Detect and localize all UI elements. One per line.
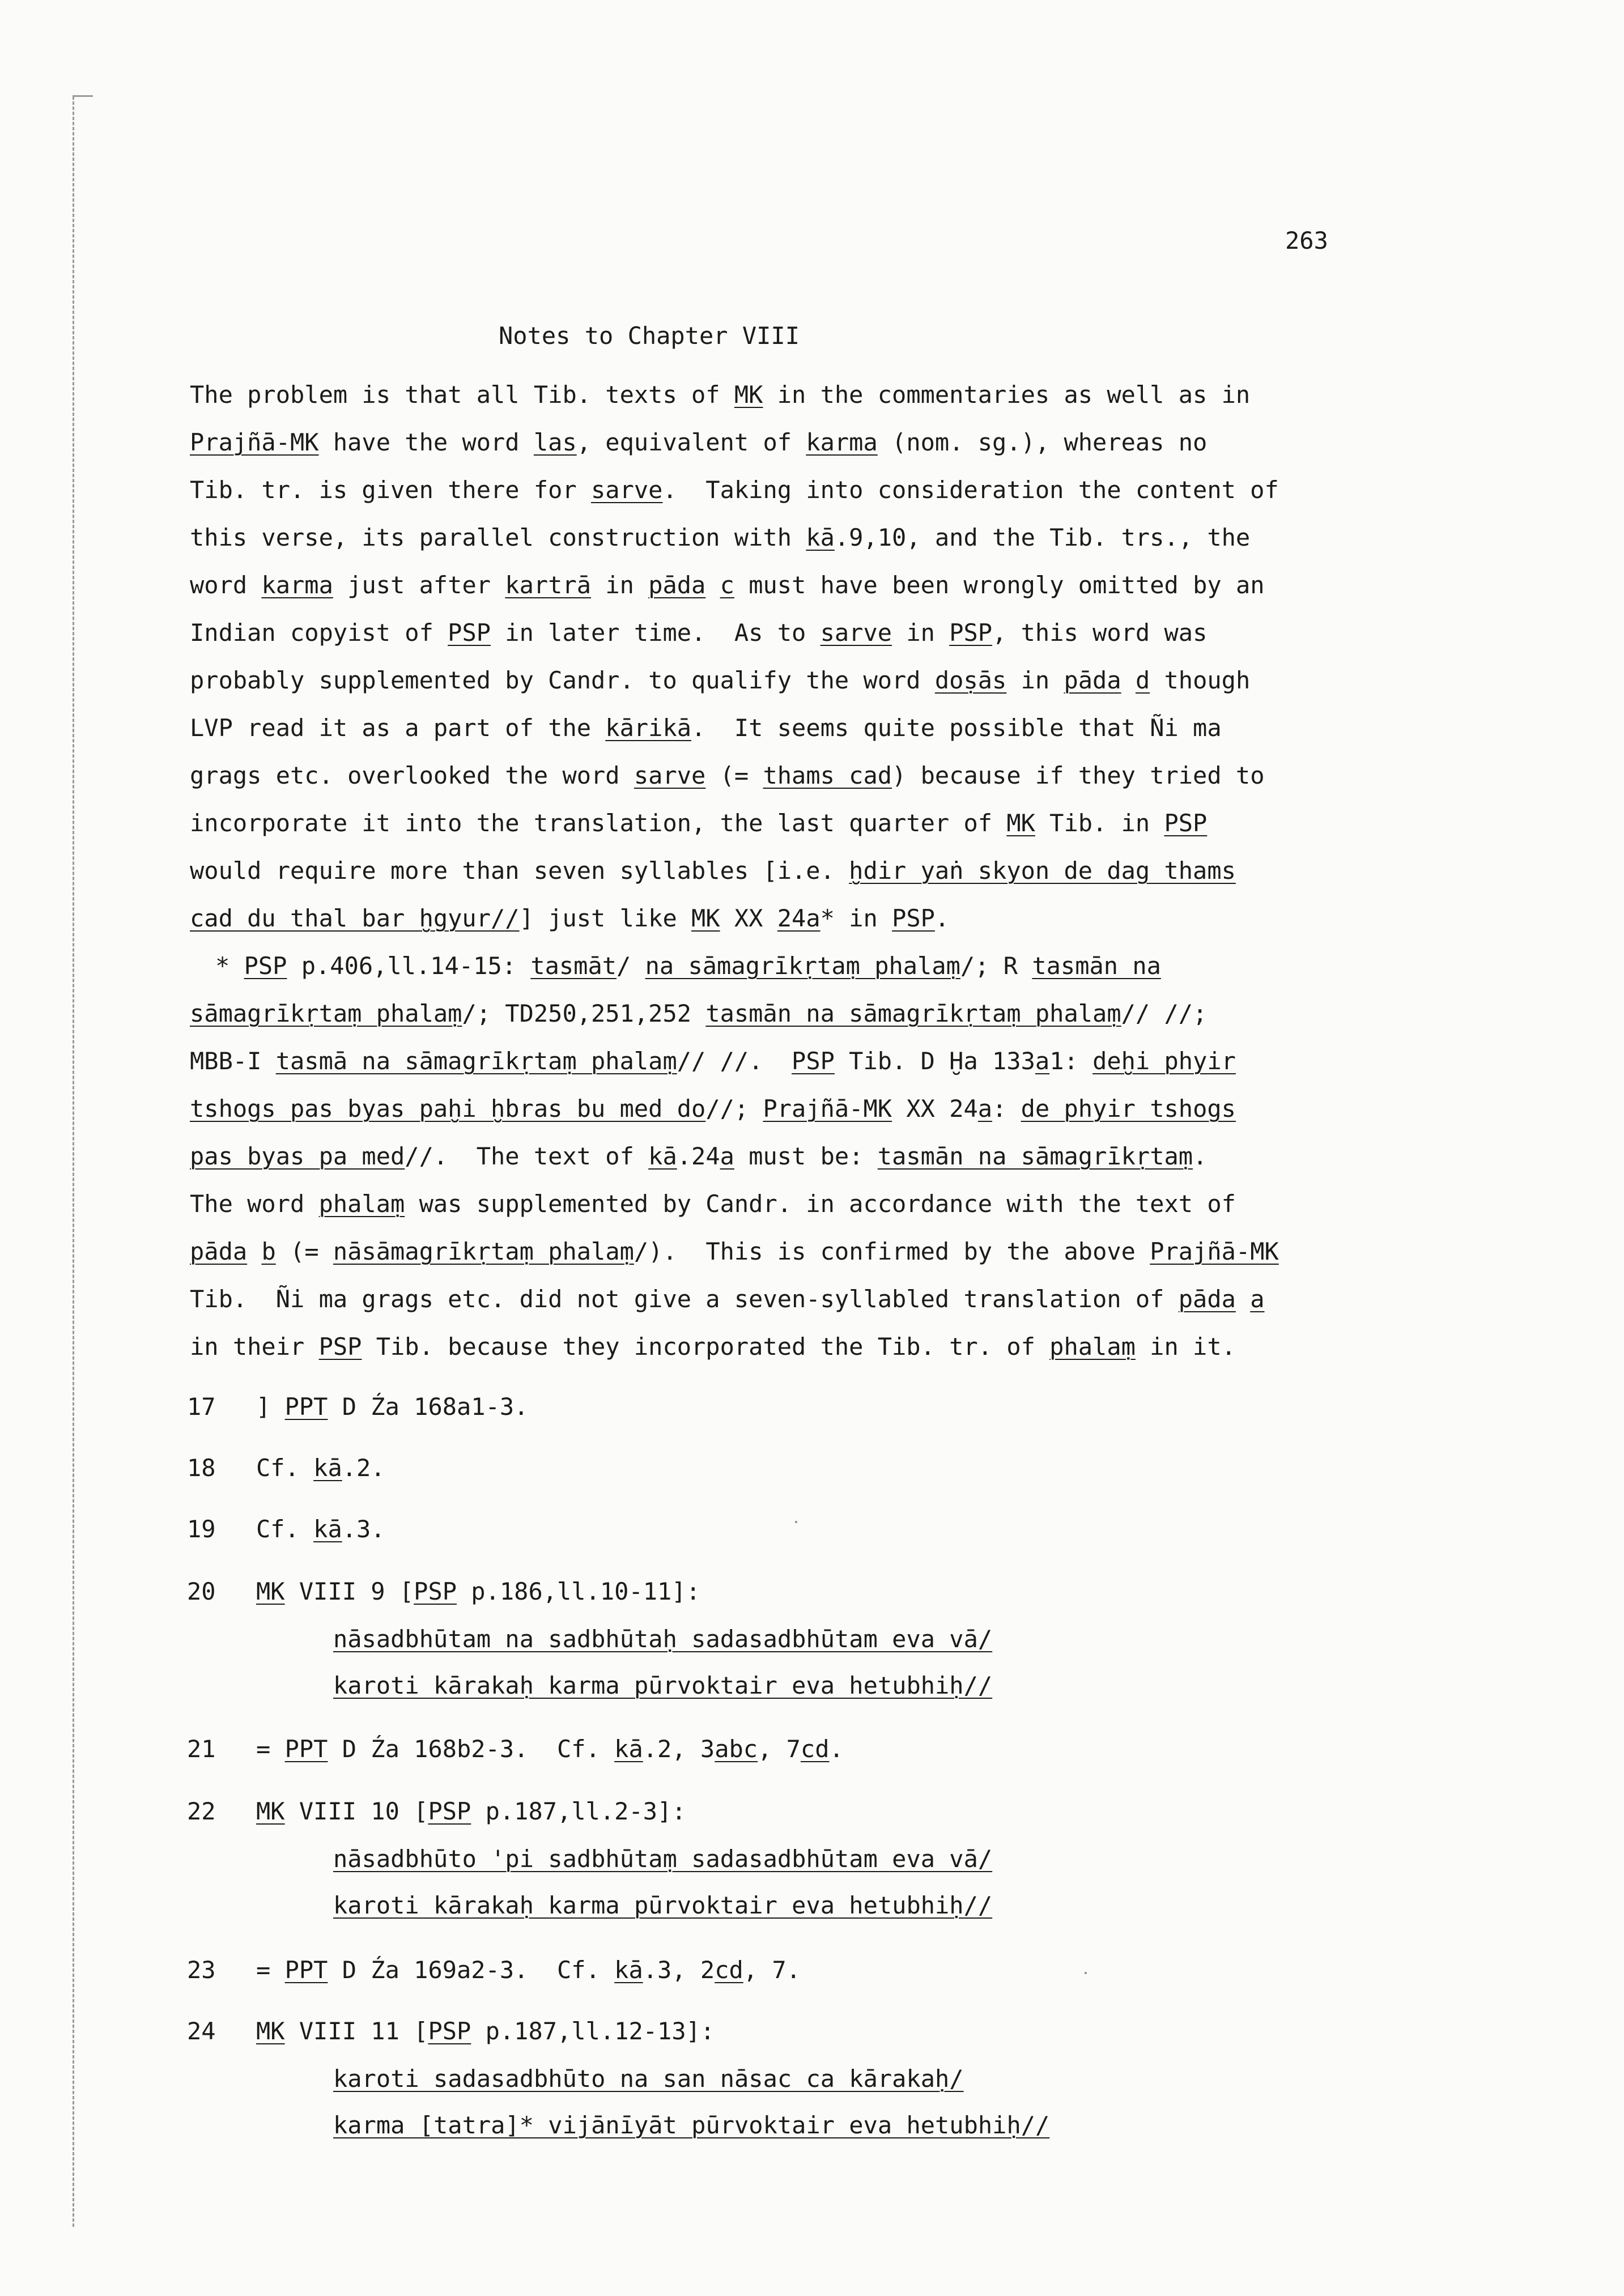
- paragraph-line: this verse, its parallel construction with kā.9,10, and the Tib. trs., the: [190, 524, 1251, 551]
- underlined-term: ḫdir yaṅ skyon de dag thams: [849, 857, 1236, 885]
- note-number: 23: [187, 1956, 216, 1984]
- underlined-term: PPT: [284, 1393, 328, 1421]
- underlined-term: nāsāmagrīkṛtaṃ phalaṃ: [333, 1238, 634, 1265]
- underlined-term: abc: [715, 1735, 758, 1763]
- underlined-term: PSP: [792, 1047, 835, 1075]
- underlined-term: karoti sadasadbhūto na san nāsac ca kārakaḥ/: [333, 2065, 964, 2093]
- underlined-term: tasmā na sāmagrīkṛtaṃ phalaṃ: [275, 1047, 677, 1075]
- underlined-term: tasmān na: [1032, 952, 1161, 980]
- underlined-term: pas byas pa med: [190, 1142, 405, 1170]
- underlined-term: phalaṃ: [1049, 1333, 1136, 1360]
- note-text: = PPT D Źa 168b2-3. Cf. kā.2, 3abc, 7cd.: [256, 1735, 844, 1763]
- underlined-term: karma [tatra]* vijānīyāt pūrvoktair eva hetubhiḥ//: [333, 2111, 1050, 2139]
- underlined-term: kā: [648, 1142, 677, 1170]
- underlined-term: doṣās: [934, 666, 1007, 694]
- note-text: MK VIII 11 [PSP p.187,ll.12-13]:: [256, 2017, 715, 2045]
- note-number: 22: [187, 1797, 216, 1825]
- underlined-term: phalaṃ: [318, 1190, 405, 1218]
- underlined-term: kārikā: [605, 714, 692, 742]
- paragraph-line: Indian copyist of PSP in later time. As to sarve in PSP, this word was: [190, 619, 1208, 647]
- underlined-term: pāda: [1178, 1285, 1236, 1313]
- note-text: ] PPT D Źa 168a1-3.: [256, 1393, 529, 1421]
- underlined-term: PSP: [892, 904, 935, 932]
- underlined-term: MK: [256, 1578, 285, 1605]
- underlined-term: PSP: [448, 619, 491, 647]
- paragraph-line: Prajñā-MK have the word las, equivalent of karma (nom. sg.), whereas no: [190, 428, 1208, 456]
- paragraph-line: probably supplemented by Candr. to qualify the word doṣās in pāda d though: [190, 666, 1251, 694]
- underlined-term: Prajñā-MK: [1150, 1238, 1279, 1265]
- underlined-term: sāmagrīkṛtaṃ phalaṃ: [190, 1000, 462, 1027]
- underlined-term: kā: [806, 524, 835, 551]
- underlined-term: a: [1035, 1047, 1050, 1075]
- underlined-term: de phyir tshogs: [1021, 1095, 1236, 1123]
- underlined-term: MK: [256, 2017, 285, 2045]
- scan-speck: [795, 1521, 797, 1523]
- note-text: MK VIII 9 [PSP p.186,ll.10-11]:: [256, 1578, 700, 1605]
- underlined-term: sarve: [591, 476, 663, 504]
- scan-speck: [1085, 1972, 1087, 1974]
- paragraph-line: * PSP p.406,ll.14-15: tasmāt/ na sāmagrīkṛtaṃ phalaṃ/; R tasmān na: [215, 952, 1161, 980]
- paragraph-line: would require more than seven syllables [i.e. ḫdir yaṅ skyon de dag thams: [190, 857, 1236, 885]
- note-verse-line: [333, 1847, 992, 1871]
- underlined-term: tasmān na sāmagrīkṛtaṃ phalaṃ: [705, 1000, 1121, 1027]
- underlined-term: kā: [614, 1956, 643, 1984]
- underlined-term: karoti kārakaḥ karma pūrvoktair eva hetubhiḥ//: [333, 1891, 993, 1919]
- underlined-term: deḫi phyir: [1092, 1047, 1236, 1075]
- underlined-term: PPT: [284, 1956, 328, 1984]
- underlined-term: MK: [734, 381, 763, 409]
- note-verse-line: [333, 1674, 992, 1698]
- page-number: 263: [1285, 227, 1328, 254]
- underlined-term: a: [977, 1095, 993, 1123]
- underlined-term: karoti kārakaḥ karma pūrvoktair eva hetubhiḥ//: [333, 1672, 993, 1699]
- underlined-term: b: [261, 1238, 276, 1265]
- paragraph-line: tshogs pas byas paḫi ḫbras bu med do//; Prajñā-MK XX 24a: de phyir tshogs: [190, 1095, 1236, 1123]
- underlined-term: sarve: [820, 619, 892, 647]
- underlined-term: kartrā: [505, 571, 592, 599]
- underlined-term: d: [1135, 666, 1150, 694]
- underlined-term: PSP: [318, 1333, 362, 1360]
- underlined-term: a: [1250, 1285, 1265, 1313]
- note-text: Cf. kā.2.: [256, 1454, 385, 1482]
- note-number: 20: [187, 1578, 216, 1605]
- paragraph-line: pas byas pa med//. The text of kā.24a must be: tasmān na sāmagrīkṛtaṃ.: [190, 1142, 1208, 1170]
- underlined-term: kā: [614, 1735, 643, 1763]
- underlined-term: c: [720, 571, 734, 599]
- paragraph-line: The problem is that all Tib. texts of MK in the commentaries as well as in: [190, 381, 1251, 409]
- underlined-term: pāda: [190, 1238, 248, 1265]
- paragraph-line: grags etc. overlooked the word sarve (= thams cad) because if they tried to: [190, 762, 1265, 789]
- paragraph-line: incorporate it into the translation, the last quarter of MK Tib. in PSP: [190, 809, 1208, 837]
- underlined-term: nāsadbhūtam na sadbhūtaḥ sadasadbhūtam eva vā/: [333, 1625, 993, 1653]
- underlined-term: thams cad: [763, 762, 892, 789]
- underlined-term: PSP: [414, 1578, 457, 1605]
- underlined-term: PSP: [949, 619, 993, 647]
- underlined-term: karma: [806, 428, 878, 456]
- underlined-term: las: [533, 428, 577, 456]
- underlined-term: a: [720, 1142, 734, 1170]
- note-verse-line: [333, 1891, 993, 1919]
- paragraph-line: The word phalaṃ was supplemented by Candr. in accordance with the text of: [190, 1190, 1236, 1218]
- underlined-term: cad du thal bar ḫgyur//: [190, 904, 520, 932]
- note-number: 21: [187, 1735, 216, 1763]
- underlined-term: PSP: [428, 2017, 471, 2045]
- note-verse-line: [333, 2111, 1050, 2139]
- paragraph-line: pāda b (= nāsāmagrīkṛtaṃ phalaṃ/). This is confirmed by the above Prajñā-MK: [190, 1238, 1279, 1265]
- underlined-term: MK: [1006, 809, 1035, 837]
- paragraph-line: word karma just after kartrā in pāda c must have been wrongly omitted by an: [190, 571, 1265, 599]
- chapter-notes-heading: Notes to Chapter VIII: [499, 322, 800, 350]
- underlined-term: nāsadbhūto 'pi sadbhūtaṃ sadasadbhūtam eva vā/: [333, 1845, 993, 1873]
- paragraph-line: in their PSP Tib. because they incorporated the Tib. tr. of phalaṃ in it.: [190, 1333, 1236, 1360]
- note-text: MK VIII 10 [PSP p.187,ll.2-3]:: [256, 1797, 686, 1825]
- paragraph-line: cad du thal bar ḫgyur//] just like MK XX 24a* in PSP.: [190, 904, 950, 932]
- paragraph-line: MBB-I tasmā na sāmagrīkṛtaṃ phalaṃ// //. PSP Tib. D Ḫa 133a1: deḫi phyir: [190, 1047, 1236, 1075]
- underlined-term: MK: [691, 904, 720, 932]
- underlined-term: pāda: [1064, 666, 1121, 694]
- underlined-term: cd: [800, 1735, 830, 1763]
- note-number: 17: [187, 1393, 216, 1421]
- underlined-term: tshogs pas byas paḫi ḫbras bu med do: [190, 1095, 706, 1123]
- underlined-term: tasmāt: [530, 952, 617, 980]
- underlined-term: MK: [256, 1797, 285, 1825]
- paragraph-line: Tib. tr. is given there for sarve. Taking into consideration the content of: [190, 476, 1279, 504]
- paragraph-line: Tib. Ñi ma grags etc. did not give a seven-syllabled translation of pāda a: [190, 1285, 1265, 1313]
- note-number: 24: [187, 2017, 216, 2045]
- note-verse-line: [333, 1627, 992, 1651]
- underlined-term: Prajñā-MK: [763, 1095, 892, 1123]
- paragraph-line: LVP read it as a part of the kārikā. It seems quite possible that Ñi ma: [190, 714, 1222, 742]
- note-text: Cf. kā.3.: [256, 1515, 385, 1543]
- paragraph-line: sāmagrīkṛtaṃ phalaṃ/; TD250,251,252 tasmān na sāmagrīkṛtaṃ phalaṃ// //;: [190, 1000, 1208, 1027]
- underlined-term: PSP: [1164, 809, 1208, 837]
- underlined-term: PPT: [284, 1735, 328, 1763]
- note-text: = PPT D Źa 169a2-3. Cf. kā.3, 2cd, 7.: [256, 1956, 801, 1984]
- underlined-term: na sāmagrīkṛtaṃ phalaṃ: [645, 952, 960, 980]
- underlined-term: cd: [715, 1956, 743, 1984]
- underlined-term: pāda: [648, 571, 706, 599]
- underlined-term: 24a: [777, 904, 820, 932]
- underlined-term: Prajñā-MK: [190, 428, 319, 456]
- underlined-term: kā: [313, 1515, 342, 1543]
- note-verse-line: [333, 2067, 964, 2091]
- underlined-term: kā: [313, 1454, 342, 1482]
- underlined-term: PSP: [428, 1797, 471, 1825]
- note-number: 19: [187, 1515, 216, 1543]
- underlined-term: karma: [261, 571, 333, 599]
- underlined-term: sarve: [634, 762, 706, 789]
- underlined-term: tasmān na sāmagrīkṛtaṃ: [877, 1142, 1193, 1170]
- underlined-term: PSP: [244, 952, 287, 980]
- note-number: 18: [187, 1454, 216, 1482]
